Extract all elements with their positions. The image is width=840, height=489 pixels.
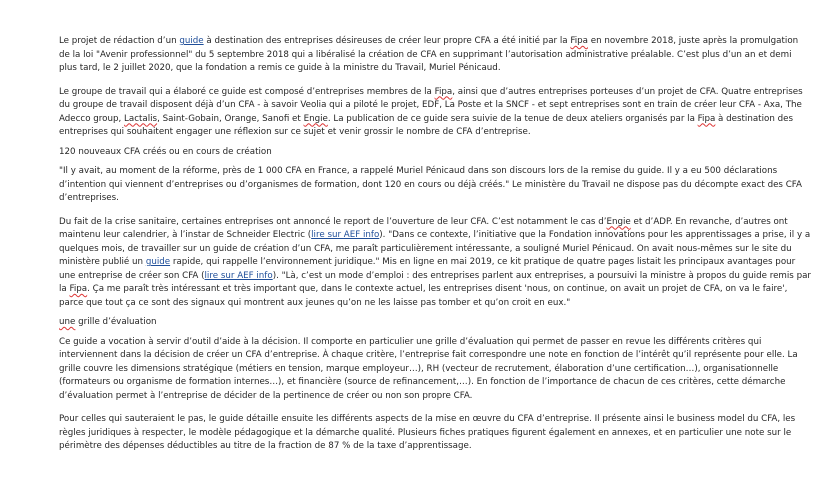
document-body xyxy=(59,35,811,464)
text-run: , ainsi que d’autres entreprises porteuses d’un projet de CFA. Quatre entreprises du groupe de travail disposent déjà d’un CFA - à savoir Veolia qui a piloté le projet, EDF, La Poste et la SNCF - et sept entreprises sont en train de créer leur CFA - Axa, The Adecco group, xyxy=(59,86,803,124)
spellcheck-word-fipa: Fipa xyxy=(69,284,88,294)
section-heading-new-cfa: 120 nouveaux CFA créés ou en cours de création xyxy=(59,146,272,157)
paragraph-implementation: Pour celles qui sauteraient le pas, le guide détaille ensuite les différents aspects de la mise en œuvre du CFA d’entreprise. Il présente ainsi le business model du CFA, les règles juridiques à respecter, le modèle pédagogique et la démarche qualité. Plusieurs fiches pratiques figurent également en annexes, et en particulier une note sur le périmètre des dépenses déductibles au titre de la fraction de 87 % de la taxe d’apprentissage. xyxy=(59,414,796,451)
text-run: Le groupe de travail qui a élaboré ce guide est composé d’entreprises membres de la xyxy=(59,86,435,97)
section-heading-evaluation-grid xyxy=(59,316,811,330)
text-run: à destination des entreprises qui souhaitent engager une réflexion sur ce sujet et venir grossir le nombre de CFA d’entreprise. xyxy=(59,113,793,137)
text-run: à destination des entreprises désireuses de créer leur propre CFA a été initié par la xyxy=(203,36,571,46)
text-run: ). "Dans ce contexte, l’initiative que la Fondation innovations pour les apprentissages a prise, il y a quelques mois, de travailler sur un guide de création d’un CFA, me paraît particulièrement intéressante, a souligné Muriel Pénicaud. On avait nous-mêmes sur le site du ministère publié un xyxy=(59,230,811,267)
spellcheck-word-fipa: Fipa xyxy=(697,113,716,124)
aef-info-link[interactable]: lire sur AEF info xyxy=(311,230,380,240)
spellcheck-word-fipa: Fipa xyxy=(570,36,588,46)
spellcheck-word-engie: Engie xyxy=(606,216,631,227)
aef-info-link[interactable]: lire sur AEF info xyxy=(204,270,273,281)
paragraph-reform-quote: "Il y avait, au moment de la réforme, près de 1 000 CFA en France, a rappelé Muriel Pénicaud dans son discours lors de la remise du guide. Il y a eu 500 déclarations d’intention qui viennent d’entreprises ou d’organismes de formation, dont 120 en cours ou déjà créés." Le ministère du Travail ne dispose pas du décompte exact des CFA d’entreprises. xyxy=(59,166,802,203)
text-run: Du fait de la crise sanitaire, certaines entreprises ont annoncé le report de l’ouverture de leur CFA. C’est notamment le cas d’ xyxy=(59,216,607,227)
spellcheck-word-lactalis: Lactalis xyxy=(124,113,158,124)
ministry-guide-link[interactable]: guide xyxy=(145,257,171,267)
text-run: ). "Là, c’est un mode d’emploi : des entreprises parlent aux entreprises, a poursuivi la ministre à propos du guide remis par la xyxy=(59,270,812,294)
paragraph-working-group xyxy=(59,86,811,140)
text-run: rapide, qui rappelle l’environnement juridique." Mis en ligne en mai 2019, ce kit pratique de quatre pages listait les principaux avantages pour une entreprise de créer son CFA ( xyxy=(59,257,796,281)
guide-link[interactable]: guide xyxy=(179,36,204,46)
paragraph-health-crisis xyxy=(59,216,811,311)
spellcheck-word-fipa: Fipa xyxy=(434,86,453,97)
text-run: Le projet de rédaction d’un xyxy=(59,36,180,46)
spellcheck-word-une: une xyxy=(59,317,76,327)
text-run: . La publication de ce guide sera suivie de la tenue de deux ateliers organisés par la xyxy=(327,113,698,124)
text-run: grille d’évaluation xyxy=(75,317,157,327)
text-run: et d’ADP. En revanche, d’autres ont maintenu leur calendrier, à l’instar de Schneider Electric ( xyxy=(59,216,788,240)
text-run: en novembre 2018, juste après la promulgation de la loi "Avenir professionnel" du 5 septembre 2018 qui a libéralisé la création de CFA en supprimant l’autorisation administrative préalable. C’est plus d’un an et demi plus tard, le 2 juillet 2020, que la fondation a remis ce guide à la ministre du Travail, Muriel Pénicaud. xyxy=(59,36,799,73)
text-run: , Saint-Gobain, Orange, Sanofi et xyxy=(157,113,304,124)
spellcheck-word-engie: Engie xyxy=(303,113,328,124)
paragraph-intro xyxy=(59,35,811,76)
paragraph-decision-tool: Ce guide a vocation à servir d’outil d’aide à la décision. Il comporte en particulier une grille d’évaluation qui permet de passer en revue les différents critères qui interviennent dans la décision de créer un CFA d’entreprise. À chaque critère, l’entreprise fait correspondre une note en fonction de l’intérêt qu’il représente pour elle. La grille couvre les dimensions stratégique (métiers en tension, marque employeur…), RH (vecteur de recrutement, élaboration d’une certification…), organisationnelle (formateurs ou organisme de formation internes…), et financière (source de refinancement,…). En fonction de l’importance de chacun de ces critères, cette démarche d’évaluation permet à l’entreprise de décider de la pertinence de créer ou non son propre CFA. xyxy=(59,336,798,401)
text-run: . Ça me paraît très intéressant et très important que, dans le contexte actuel, les entreprises disent 'nous, on continue, on avait un projet de CFA, on va le faire', parce que tout ça ce sont des signaux qui montrent aux jeunes qu’on ne les laisse pas tomber et qu’on croit en eux." xyxy=(59,284,788,308)
